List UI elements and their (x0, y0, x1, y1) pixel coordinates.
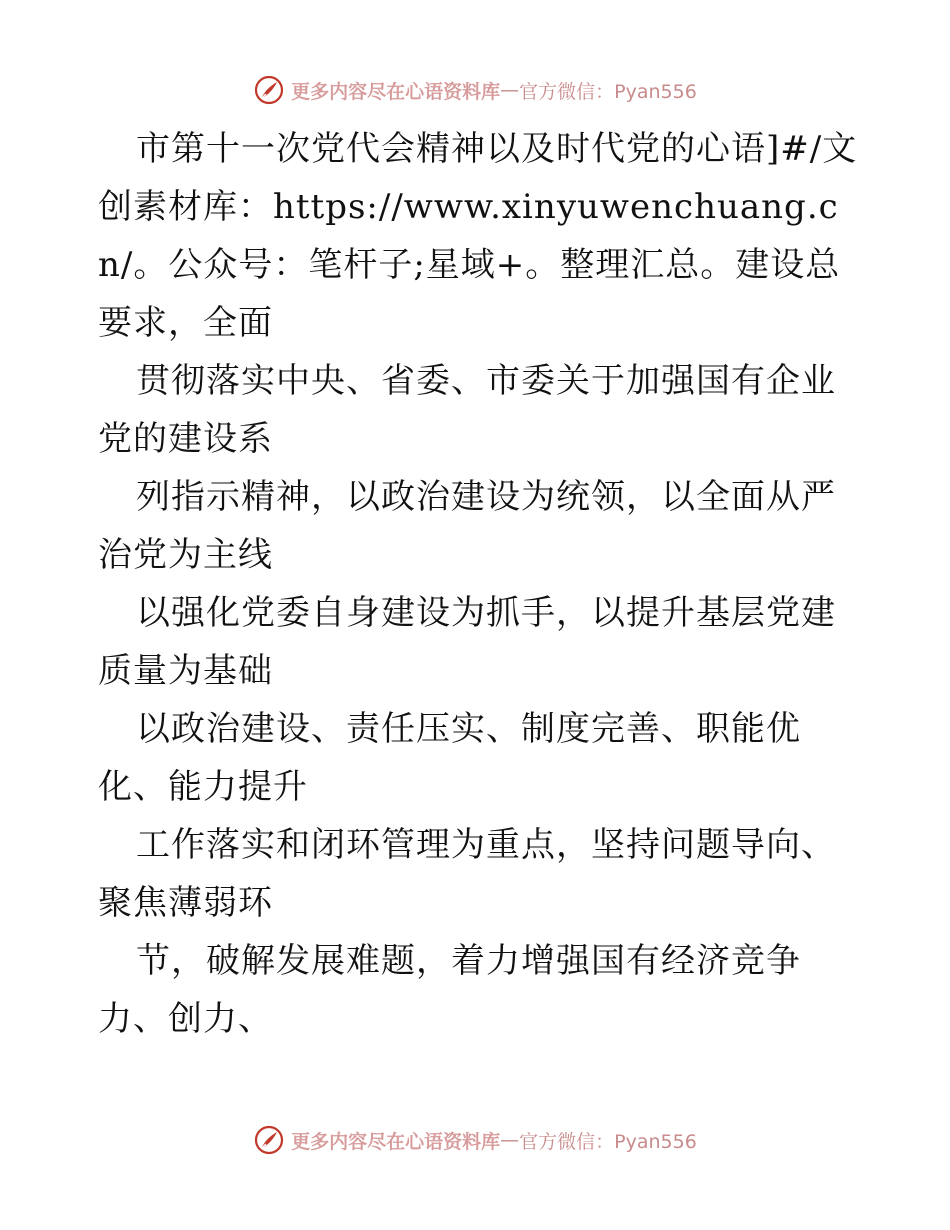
paragraph-5: 以政治建设、责任压实、制度完善、职能优化、能力提升 (98, 709, 801, 807)
paragraph-7: 节，破解发展难题，着力增强国有经济竞争力、创力、 (98, 941, 801, 1039)
watermark-brand-text: 更多内容尽在心语资料库 (291, 1130, 501, 1153)
document-body (98, 120, 858, 1048)
watermark-dash: — (500, 79, 520, 101)
quill-pen-logo-icon (253, 1124, 285, 1156)
paragraph-4: 以强化党委自身建设为抓手，以提升基层党建质量为基础 (98, 593, 836, 691)
watermark-wechat-text: 官方微信：Pyan556 (519, 1130, 697, 1153)
header-watermark (0, 68, 950, 112)
paragraph-3: 列指示精神，以政治建设为统领，以全面从严治党为主线 (98, 477, 836, 575)
paragraph-1: 市第十一次党代会精神以及时代党的心语]#/文创素材库：https://www.xinyuwenchuang.cn/。公众号：笔杆子;星域+。整理汇总。建设总要求，全面 (98, 129, 858, 343)
paragraph-6: 工作落实和闭环管理为重点，坚持问题导向、聚焦薄弱环 (98, 825, 836, 923)
watermark-dash: — (500, 1129, 520, 1151)
quill-pen-logo-icon (253, 74, 285, 106)
footer-watermark (0, 1118, 950, 1162)
watermark-brand-text: 更多内容尽在心语资料库 (291, 80, 501, 103)
paragraph-2: 贯彻落实中央、省委、市委关于加强国有企业党的建设系 (98, 361, 836, 459)
watermark-wechat-text: 官方微信：Pyan556 (519, 80, 697, 103)
